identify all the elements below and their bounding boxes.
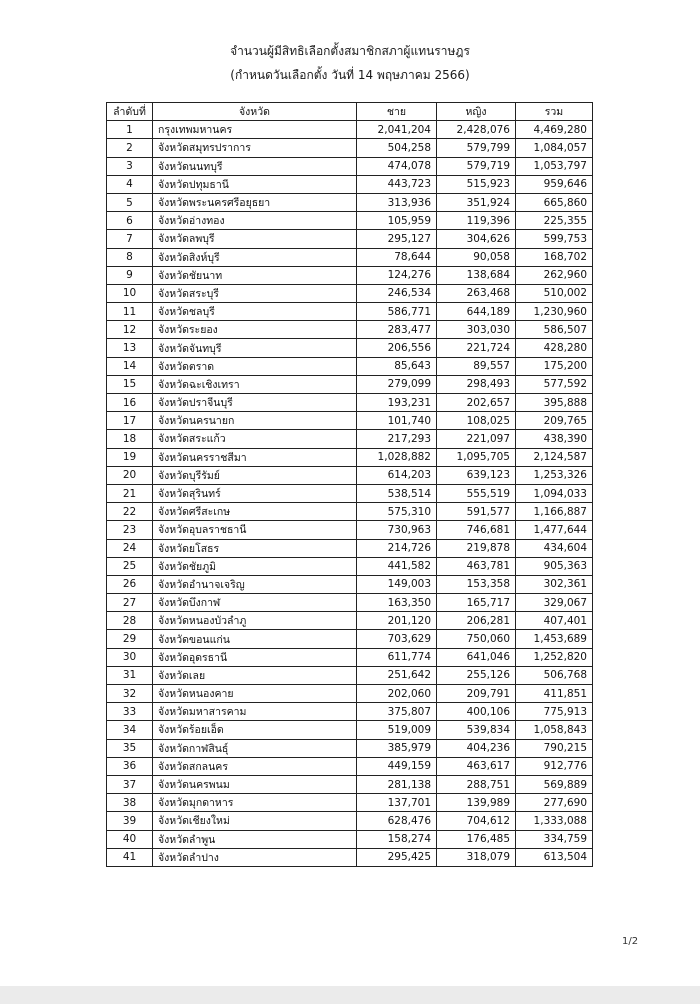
total-count: 1,166,887 <box>516 503 593 521</box>
male-count: 149,003 <box>357 575 437 593</box>
table-row <box>107 193 593 211</box>
total-count: 569,889 <box>516 775 593 793</box>
table-row <box>107 848 593 866</box>
male-count: 611,774 <box>357 648 437 666</box>
row-number: 11 <box>107 303 153 321</box>
row-number: 5 <box>107 193 153 211</box>
male-count: 504,258 <box>357 139 437 157</box>
male-count: 101,740 <box>357 412 437 430</box>
row-number: 36 <box>107 757 153 775</box>
row-number: 27 <box>107 594 153 612</box>
province-name: จังหวัดมุกดาหาร <box>153 794 357 812</box>
document-title: จำนวนผู้มีสิทธิเลือกตั้งสมาชิกสภาผู้แทนราษฎร <box>230 44 470 58</box>
female-count: 209,791 <box>437 685 516 703</box>
total-count: 613,504 <box>516 848 593 866</box>
total-count: 175,200 <box>516 357 593 375</box>
male-count: 85,643 <box>357 357 437 375</box>
table-row <box>107 448 593 466</box>
province-name: จังหวัดอ่างทอง <box>153 212 357 230</box>
province-name: จังหวัดชลบุรี <box>153 303 357 321</box>
province-name: จังหวัดกาฬสินธุ์ <box>153 739 357 757</box>
total-count: 1,253,326 <box>516 466 593 484</box>
row-number: 1 <box>107 121 153 139</box>
male-count: 586,771 <box>357 303 437 321</box>
row-number: 16 <box>107 394 153 412</box>
total-count: 395,888 <box>516 394 593 412</box>
province-name: จังหวัดนครนายก <box>153 412 357 430</box>
table-row <box>107 630 593 648</box>
table-row <box>107 430 593 448</box>
province-name: จังหวัดสุรินทร์ <box>153 484 357 502</box>
document-subtitle: (กำหนดวันเลือกตั้ง วันที่ 14 พฤษภาคม 2566) <box>230 68 470 82</box>
row-number: 14 <box>107 357 153 375</box>
male-count: 201,120 <box>357 612 437 630</box>
female-count: 318,079 <box>437 848 516 866</box>
province-name: จังหวัดชัยนาท <box>153 266 357 284</box>
table-row <box>107 466 593 484</box>
table-row <box>107 757 593 775</box>
row-number: 35 <box>107 739 153 757</box>
male-count: 449,159 <box>357 757 437 775</box>
total-count: 1,094,033 <box>516 484 593 502</box>
female-count: 119,396 <box>437 212 516 230</box>
female-count: 704,612 <box>437 812 516 830</box>
total-count: 438,390 <box>516 430 593 448</box>
male-count: 519,009 <box>357 721 437 739</box>
female-count: 202,657 <box>437 394 516 412</box>
province-name: จังหวัดมหาสารคาม <box>153 703 357 721</box>
total-count: 1,058,843 <box>516 721 593 739</box>
male-count: 2,041,204 <box>357 121 437 139</box>
table-row <box>107 303 593 321</box>
table-row <box>107 830 593 848</box>
province-name: จังหวัดอำนาจเจริญ <box>153 575 357 593</box>
table-row <box>107 375 593 393</box>
female-count: 206,281 <box>437 612 516 630</box>
male-count: 214,726 <box>357 539 437 557</box>
row-number: 22 <box>107 503 153 521</box>
province-name: จังหวัดสระแก้ว <box>153 430 357 448</box>
province-name: กรุงเทพมหานคร <box>153 121 357 139</box>
total-count: 905,363 <box>516 557 593 575</box>
row-number: 41 <box>107 848 153 866</box>
total-count: 506,768 <box>516 666 593 684</box>
female-count: 1,095,705 <box>437 448 516 466</box>
total-count: 4,469,280 <box>516 121 593 139</box>
province-name: จังหวัดลำพูน <box>153 830 357 848</box>
table-row <box>107 812 593 830</box>
total-count: 912,776 <box>516 757 593 775</box>
province-name: จังหวัดนนทบุรี <box>153 157 357 175</box>
row-number: 15 <box>107 375 153 393</box>
province-name: จังหวัดเชียงใหม่ <box>153 812 357 830</box>
table-row <box>107 666 593 684</box>
total-count: 1,084,057 <box>516 139 593 157</box>
row-number: 20 <box>107 466 153 484</box>
female-count: 750,060 <box>437 630 516 648</box>
row-number: 4 <box>107 175 153 193</box>
row-number: 23 <box>107 521 153 539</box>
table-row <box>107 703 593 721</box>
total-count: 434,604 <box>516 539 593 557</box>
female-count: 304,626 <box>437 230 516 248</box>
row-number: 19 <box>107 448 153 466</box>
province-name: จังหวัดยโสธร <box>153 539 357 557</box>
province-name: จังหวัดหนองบัวลำภู <box>153 612 357 630</box>
female-count: 644,189 <box>437 303 516 321</box>
female-count: 555,519 <box>437 484 516 502</box>
male-count: 474,078 <box>357 157 437 175</box>
row-number: 26 <box>107 575 153 593</box>
row-number: 7 <box>107 230 153 248</box>
total-count: 1,053,797 <box>516 157 593 175</box>
female-count: 165,717 <box>437 594 516 612</box>
total-count: 302,361 <box>516 575 593 593</box>
female-count: 219,878 <box>437 539 516 557</box>
province-name: จังหวัดขอนแก่น <box>153 630 357 648</box>
female-count: 90,058 <box>437 248 516 266</box>
female-count: 591,577 <box>437 503 516 521</box>
province-name: จังหวัดฉะเชิงเทรา <box>153 375 357 393</box>
male-count: 1,028,882 <box>357 448 437 466</box>
total-count: 1,477,644 <box>516 521 593 539</box>
female-count: 400,106 <box>437 703 516 721</box>
female-count: 89,557 <box>437 357 516 375</box>
male-count: 443,723 <box>357 175 437 193</box>
header-total: รวม <box>516 103 593 121</box>
total-count: 1,230,960 <box>516 303 593 321</box>
male-count: 206,556 <box>357 339 437 357</box>
female-count: 139,989 <box>437 794 516 812</box>
female-count: 463,781 <box>437 557 516 575</box>
table-row <box>107 685 593 703</box>
province-name: จังหวัดบึงกาฬ <box>153 594 357 612</box>
female-count: 138,684 <box>437 266 516 284</box>
row-number: 38 <box>107 794 153 812</box>
province-name: จังหวัดอุดรธานี <box>153 648 357 666</box>
province-name: จังหวัดสมุทรปราการ <box>153 139 357 157</box>
male-count: 279,099 <box>357 375 437 393</box>
province-name: จังหวัดชัยภูมิ <box>153 557 357 575</box>
total-count: 790,215 <box>516 739 593 757</box>
total-count: 1,453,689 <box>516 630 593 648</box>
male-count: 124,276 <box>357 266 437 284</box>
total-count: 1,252,820 <box>516 648 593 666</box>
table-header-row <box>107 103 593 121</box>
male-count: 283,477 <box>357 321 437 339</box>
province-name: จังหวัดเลย <box>153 666 357 684</box>
row-number: 12 <box>107 321 153 339</box>
table-row <box>107 212 593 230</box>
total-count: 959,646 <box>516 175 593 193</box>
female-count: 288,751 <box>437 775 516 793</box>
row-number: 29 <box>107 630 153 648</box>
male-count: 295,127 <box>357 230 437 248</box>
female-count: 746,681 <box>437 521 516 539</box>
male-count: 105,959 <box>357 212 437 230</box>
male-count: 441,582 <box>357 557 437 575</box>
row-number: 40 <box>107 830 153 848</box>
voter-count-table <box>106 102 593 867</box>
female-count: 303,030 <box>437 321 516 339</box>
table-row <box>107 139 593 157</box>
table-row <box>107 157 593 175</box>
total-count: 1,333,088 <box>516 812 593 830</box>
row-number: 34 <box>107 721 153 739</box>
header-province: จังหวัด <box>153 103 357 121</box>
female-count: 515,923 <box>437 175 516 193</box>
total-count: 577,592 <box>516 375 593 393</box>
table-row <box>107 266 593 284</box>
total-count: 586,507 <box>516 321 593 339</box>
male-count: 628,476 <box>357 812 437 830</box>
male-count: 251,642 <box>357 666 437 684</box>
male-count: 163,350 <box>357 594 437 612</box>
female-count: 298,493 <box>437 375 516 393</box>
female-count: 463,617 <box>437 757 516 775</box>
province-name: จังหวัดหนองคาย <box>153 685 357 703</box>
table-row <box>107 484 593 502</box>
row-number: 3 <box>107 157 153 175</box>
province-name: จังหวัดสกลนคร <box>153 757 357 775</box>
table-row <box>107 175 593 193</box>
row-number: 25 <box>107 557 153 575</box>
row-number: 2 <box>107 139 153 157</box>
row-number: 33 <box>107 703 153 721</box>
table-row <box>107 612 593 630</box>
female-count: 579,799 <box>437 139 516 157</box>
female-count: 263,468 <box>437 284 516 302</box>
row-number: 13 <box>107 339 153 357</box>
row-number: 10 <box>107 284 153 302</box>
row-number: 18 <box>107 430 153 448</box>
province-name: จังหวัดปราจีนบุรี <box>153 394 357 412</box>
table-row <box>107 357 593 375</box>
row-number: 32 <box>107 685 153 703</box>
male-count: 730,963 <box>357 521 437 539</box>
province-name: จังหวัดร้อยเอ็ด <box>153 721 357 739</box>
province-name: จังหวัดลำปาง <box>153 848 357 866</box>
male-count: 313,936 <box>357 193 437 211</box>
female-count: 221,724 <box>437 339 516 357</box>
total-count: 775,913 <box>516 703 593 721</box>
total-count: 411,851 <box>516 685 593 703</box>
table-row <box>107 339 593 357</box>
table-body <box>107 121 593 867</box>
male-count: 137,701 <box>357 794 437 812</box>
table-row <box>107 284 593 302</box>
male-count: 158,274 <box>357 830 437 848</box>
province-name: จังหวัดอุบลราชธานี <box>153 521 357 539</box>
total-count: 407,401 <box>516 612 593 630</box>
female-count: 641,046 <box>437 648 516 666</box>
total-count: 428,280 <box>516 339 593 357</box>
total-count: 329,067 <box>516 594 593 612</box>
page-number: 1/2 <box>622 936 639 947</box>
province-name: จังหวัดบุรีรัมย์ <box>153 466 357 484</box>
female-count: 539,834 <box>437 721 516 739</box>
viewer-bottom-strip <box>0 986 700 1004</box>
header-no: ลำดับที่ <box>107 103 153 121</box>
table-row <box>107 412 593 430</box>
male-count: 217,293 <box>357 430 437 448</box>
female-count: 221,097 <box>437 430 516 448</box>
male-count: 575,310 <box>357 503 437 521</box>
table-row <box>107 575 593 593</box>
table-row <box>107 521 593 539</box>
header-male: ชาย <box>357 103 437 121</box>
male-count: 202,060 <box>357 685 437 703</box>
male-count: 246,534 <box>357 284 437 302</box>
row-number: 17 <box>107 412 153 430</box>
table-row <box>107 321 593 339</box>
province-name: จังหวัดสิงห์บุรี <box>153 248 357 266</box>
male-count: 703,629 <box>357 630 437 648</box>
row-number: 37 <box>107 775 153 793</box>
female-count: 639,123 <box>437 466 516 484</box>
table-row <box>107 775 593 793</box>
male-count: 281,138 <box>357 775 437 793</box>
table-row <box>107 503 593 521</box>
table-row <box>107 721 593 739</box>
table-row <box>107 739 593 757</box>
male-count: 295,425 <box>357 848 437 866</box>
male-count: 538,514 <box>357 484 437 502</box>
table-row <box>107 594 593 612</box>
row-number: 39 <box>107 812 153 830</box>
table-row <box>107 121 593 139</box>
row-number: 9 <box>107 266 153 284</box>
province-name: จังหวัดปทุมธานี <box>153 175 357 193</box>
row-number: 28 <box>107 612 153 630</box>
male-count: 78,644 <box>357 248 437 266</box>
row-number: 8 <box>107 248 153 266</box>
female-count: 153,358 <box>437 575 516 593</box>
row-number: 24 <box>107 539 153 557</box>
male-count: 375,807 <box>357 703 437 721</box>
total-count: 334,759 <box>516 830 593 848</box>
total-count: 225,355 <box>516 212 593 230</box>
table-row <box>107 648 593 666</box>
female-count: 579,719 <box>437 157 516 175</box>
female-count: 176,485 <box>437 830 516 848</box>
female-count: 351,924 <box>437 193 516 211</box>
row-number: 30 <box>107 648 153 666</box>
table-row <box>107 230 593 248</box>
total-count: 2,124,587 <box>516 448 593 466</box>
table-row <box>107 248 593 266</box>
province-name: จังหวัดตราด <box>153 357 357 375</box>
female-count: 404,236 <box>437 739 516 757</box>
row-number: 6 <box>107 212 153 230</box>
province-name: จังหวัดระยอง <box>153 321 357 339</box>
table-row <box>107 394 593 412</box>
province-name: จังหวัดนครพนม <box>153 775 357 793</box>
province-name: จังหวัดจันทบุรี <box>153 339 357 357</box>
female-count: 255,126 <box>437 666 516 684</box>
total-count: 277,690 <box>516 794 593 812</box>
table-row <box>107 557 593 575</box>
total-count: 510,002 <box>516 284 593 302</box>
province-name: จังหวัดพระนครศรีอยุธยา <box>153 193 357 211</box>
female-count: 108,025 <box>437 412 516 430</box>
province-name: จังหวัดลพบุรี <box>153 230 357 248</box>
row-number: 31 <box>107 666 153 684</box>
total-count: 168,702 <box>516 248 593 266</box>
header-female: หญิง <box>437 103 516 121</box>
total-count: 599,753 <box>516 230 593 248</box>
total-count: 209,765 <box>516 412 593 430</box>
male-count: 193,231 <box>357 394 437 412</box>
table-row <box>107 539 593 557</box>
province-name: จังหวัดสระบุรี <box>153 284 357 302</box>
province-name: จังหวัดนครราชสีมา <box>153 448 357 466</box>
total-count: 262,960 <box>516 266 593 284</box>
male-count: 614,203 <box>357 466 437 484</box>
female-count: 2,428,076 <box>437 121 516 139</box>
table-row <box>107 794 593 812</box>
province-name: จังหวัดศรีสะเกษ <box>153 503 357 521</box>
row-number: 21 <box>107 484 153 502</box>
total-count: 665,860 <box>516 193 593 211</box>
male-count: 385,979 <box>357 739 437 757</box>
